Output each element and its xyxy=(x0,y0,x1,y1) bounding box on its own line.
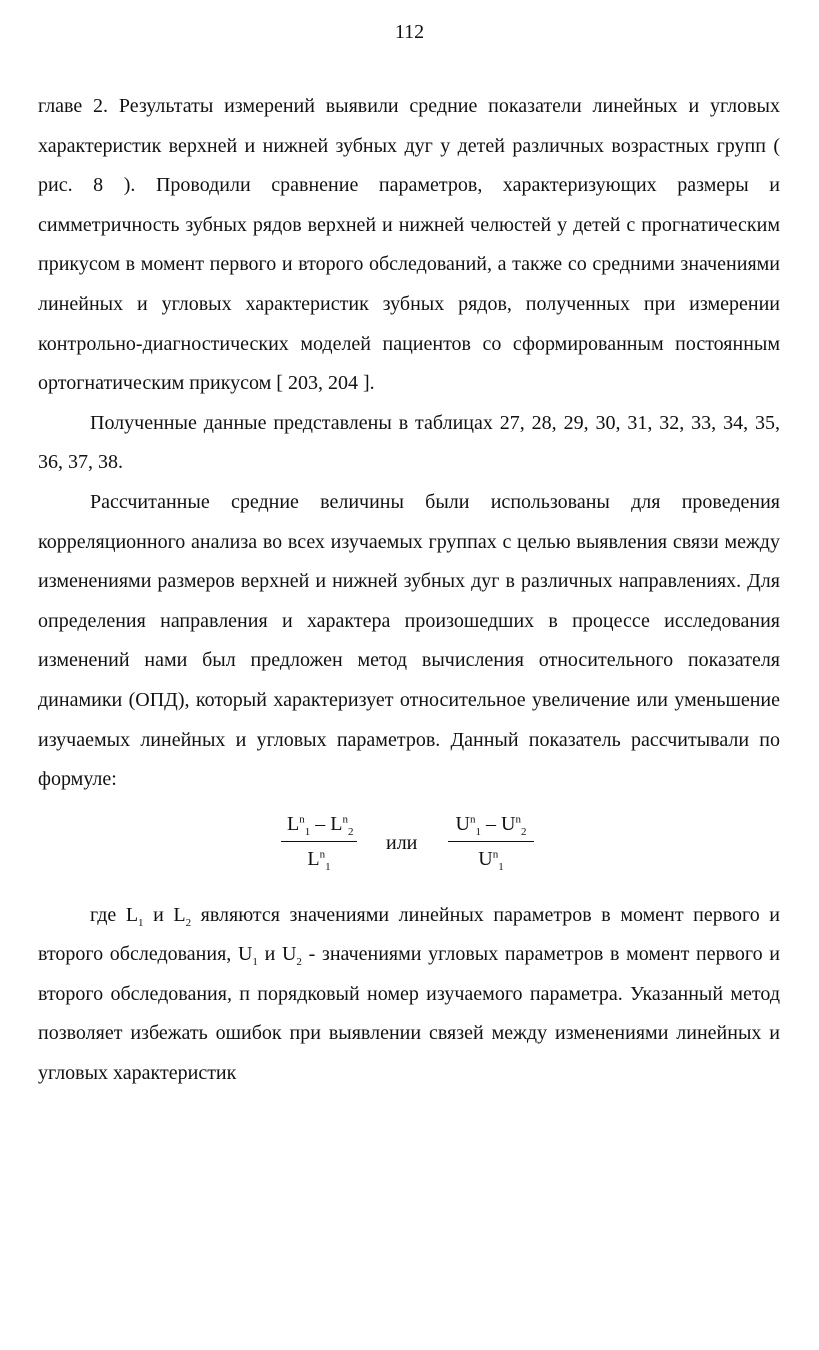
angular-fraction xyxy=(448,810,534,874)
paragraph-definitions: где $L_1$ и $L_2$ являются значениями линейных параметров в момент первого и второго обследования, $U_1$ и $U_2$ - значениями угловых параметров в момент первого и второго обследования, п порядковый номер изучаемого параметра. Указанный метод позволяет избежать ошибок при выявлении связей между изменениями линейных и угловых характеристик xyxy=(38,903,780,1085)
paragraph-tables: Полученные данные представлены в таблицах 27, 28, 29, 30, 31, 32, 33, 34, 35, 36, 37, 38. xyxy=(38,411,780,474)
linear-denominator: $L^n_1$ xyxy=(307,847,331,873)
paragraph-continuation: главе 2. Результаты измерений выявили средние показатели линейных и угловых характеристик верхней и нижней зубных дуг у детей различных возрастных групп ( рис. 8 ). Проводили сравнение параметров, характеризующих размеры и симметричность зубных рядов верхней и нижней челюстей у детей с прогнатическим прикусом в момент первого и второго обследований, а также со средними значениями линейных и угловых характеристик зубных рядов, полученных при измерении контрольно-диагностических моделей пациентов со сформированным постоянным ортогнатическим прикусом [ 203, 204 ]. xyxy=(38,95,780,395)
paragraph-method: Рассчитанные средние величины были использованы для проведения корреляционного анализа во всех изучаемых группах с целью выявления связи между изменениями размеров верхней и нижней зубных дуг в различных направлениях. Для определения направления и характера произошедших в процессе исследования изменений нами был предложен метод вычисления относительного показателя динамики (ОПД), который характеризует относительное увеличение или уменьшение изучаемых линейных и угловых параметров. Данный показатель рассчитывали по формуле: xyxy=(38,490,780,791)
angular-denominator: $U^n_1$ xyxy=(478,847,504,873)
document-body xyxy=(38,87,780,1094)
or-word: или xyxy=(386,831,418,854)
formula xyxy=(38,800,780,896)
page-number: 112 xyxy=(394,21,425,43)
linear-numerator: $L^n_1 - L^n_2$ xyxy=(287,812,354,838)
linear-fraction xyxy=(281,810,357,874)
angular-numerator: $U^n_1 - U^n_2$ xyxy=(455,812,527,838)
